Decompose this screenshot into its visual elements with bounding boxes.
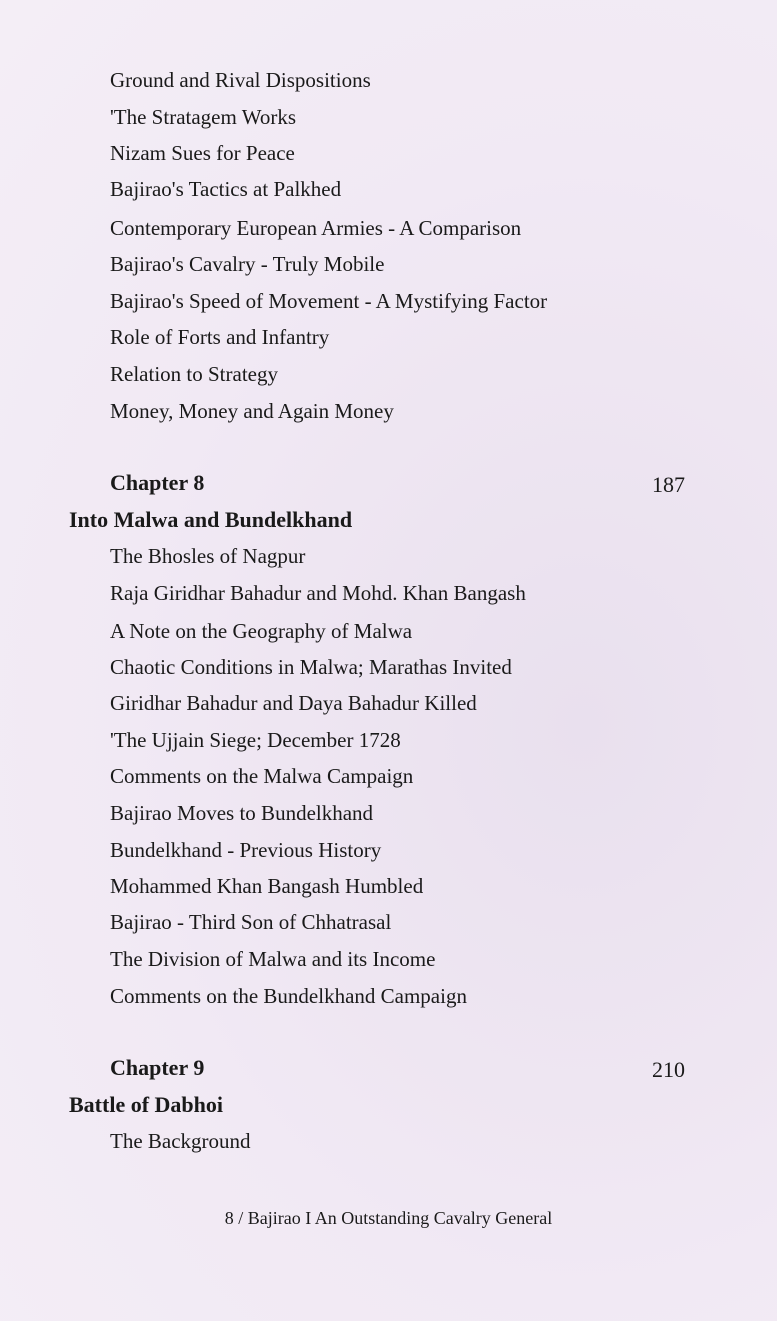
toc-entry: Money, Money and Again Money — [110, 399, 394, 423]
toc-entry: Comments on the Malwa Campaign — [110, 764, 414, 788]
toc-entry: Bajirao's Tactics at Palkhed — [110, 177, 342, 201]
toc-entry: Nizam Sues for Peace — [110, 141, 295, 165]
toc-entry: The Division of Malwa and its Income — [110, 947, 436, 971]
toc-entry: Bajirao - Third Son of Chhatrasal — [110, 910, 392, 934]
toc-entry: Raja Giridhar Bahadur and Mohd. Khan Bangash — [110, 581, 526, 605]
toc-entry: The Background — [110, 1129, 251, 1153]
toc-entry: Role of Forts and Infantry — [110, 325, 330, 349]
toc-entry: Giridhar Bahadur and Daya Bahadur Killed — [110, 691, 477, 715]
toc-entry: The Bhosles of Nagpur — [110, 544, 306, 568]
chapter-9-label: Chapter 9 — [110, 1055, 205, 1080]
chapter-9-page-number: 210 — [652, 1057, 685, 1082]
chapter-9-title: Battle of Dabhoi — [69, 1092, 223, 1117]
toc-entry: 'The Stratagem Works — [110, 105, 296, 129]
toc-entry: Bajirao's Cavalry - Truly Mobile — [110, 252, 385, 276]
toc-entry: Bajirao Moves to Bundelkhand — [110, 801, 374, 825]
toc-entry: 'The Ujjain Siege; December 1728 — [110, 728, 401, 752]
toc-entry: A Note on the Geography of Malwa — [110, 619, 413, 643]
chapter-8-label: Chapter 8 — [110, 470, 205, 495]
toc-entry: Ground and Rival Dispositions — [110, 68, 371, 92]
chapter-8-title: Into Malwa and Bundelkhand — [69, 507, 353, 532]
toc-entry: Mohammed Khan Bangash Humbled — [110, 874, 424, 898]
toc-entry: Relation to Strategy — [110, 362, 278, 386]
toc-entry: Chaotic Conditions in Malwa; Marathas Invited — [110, 655, 512, 679]
toc-entry: Comments on the Bundelkhand Campaign — [110, 984, 467, 1008]
page-footer: 8 / Bajirao I An Outstanding Cavalry General — [224, 1208, 553, 1228]
toc-entry: Bajirao's Speed of Movement - A Mystifying Factor — [110, 289, 548, 313]
toc-entry: Contemporary European Armies - A Comparison — [110, 216, 522, 240]
chapter-8-page-number: 187 — [652, 472, 685, 497]
toc-entry: Bundelkhand - Previous History — [110, 838, 382, 862]
